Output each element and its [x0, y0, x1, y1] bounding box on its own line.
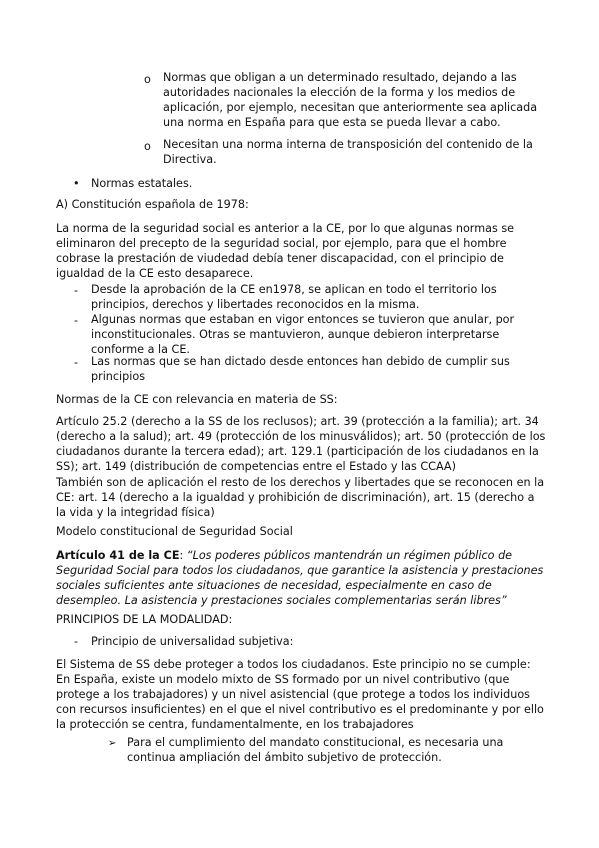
- bullet-item: Normas estatales.: [91, 177, 193, 190]
- section-heading: PRINCIPIOS DE LA MODALIDAD:: [56, 613, 233, 626]
- bullet-marker: •: [73, 177, 80, 190]
- sub-bullet-item: Normas que obligan a un determinado resultado, dejando a las autoridades nacionales la elección de la forma y los medios de aplicación, por ejemplo, necesitan que anteriormente sea aplicada una norma en España para que esta se pueda llevar a cabo.: [163, 71, 538, 129]
- article-label: Artículo 41 de la CE: [56, 549, 180, 562]
- paragraph: El Sistema de SS debe proteger a todos los ciudadanos. Este principio no se cumple: En España, existe un modelo mixto de SS formado por un nivel contributivo (que protege a los trabajadores) y un nivel asistencial (que protege a todos los individuos con recursos insuficientes) en el que el nivel contributivo es el predominante y por ello la protección se centra, fundamentalmente, en los trabajadores: [56, 658, 544, 731]
- arrow-item: Para el cumplimiento del mandato constitucional, es necesaria una continua ampliación del ámbito subjetivo de protección.: [127, 736, 504, 764]
- circle-bullet-marker: o: [144, 140, 151, 153]
- dash-marker: -: [74, 314, 79, 327]
- sub-bullet-item: Necesitan una norma interna de transposición del contenido de la Directiva.: [163, 138, 533, 166]
- paragraph: Artículo 25.2 (derecho a la SS de los reclusos); art. 39 (protección a la familia); art. 34 (derecho a la salud); art. 49 (protección de los minusválidos); art. 50 (protección de los ciudadanos durante la tercera edad); art. 129.1 (participación de los ciudadanos en la SS); art. 149 (distribución de competencias entre el Estado y las CCAA): [56, 415, 546, 473]
- section-heading: Normas de la CE con relevancia en materia de SS:: [56, 393, 338, 406]
- dash-marker: -: [74, 356, 79, 369]
- dash-marker: -: [74, 284, 79, 297]
- paragraph: La norma de la seguridad social es anterior a la CE, por lo que algunas normas se eliminaron del precepto de la seguridad social, por ejemplo, para que el hombre cobrase la prestación de viudedad debía tener discapacidad, con el principio de igualdad de la CE esto desaparece.: [56, 222, 515, 280]
- paragraph: También son de aplicación el resto de los derechos y libertades que se reconocen en la CE: art. 14 (derecho a la igualdad y prohibición de discriminación), art. 15 (derecho a la vida y la integridad física): [56, 476, 545, 519]
- dash-item: Desde la aprobación de la CE en1978, se aplican en todo el territorio los principios, derechos y libertades reconocidos en la misma.: [91, 283, 497, 311]
- section-heading: A) Constitución española de 1978:: [56, 198, 249, 211]
- section-heading: Modelo constitucional de Seguridad Social: [56, 525, 293, 538]
- arrow-marker: ➢: [108, 738, 117, 749]
- dash-item: Las normas que se han dictado desde entonces han debido de cumplir sus principios: [91, 355, 510, 383]
- article-quote: [56, 548, 546, 608]
- article-separator: :: [179, 549, 187, 562]
- dash-item: Principio de universalidad subjetiva:: [91, 635, 294, 648]
- dash-item: Algunas normas que estaban en vigor entonces se tuvieron que anular, por inconstitucionales. Otras se mantuvieron, aunque debieron interpretarse conforme a la CE.: [91, 313, 515, 356]
- dash-marker: -: [74, 635, 79, 648]
- article-quote-text: “Los poderes públicos mantendrán un régimen público de Seguridad Social para todos los ciudadanos, que garantice la asistencia y prestaciones sociales suficientes ante situaciones de necesidad, especialmente en caso de desempleo. La asistencia y prestaciones sociales complementarias serán libres”: [56, 549, 544, 607]
- circle-bullet-marker: o: [144, 73, 151, 86]
